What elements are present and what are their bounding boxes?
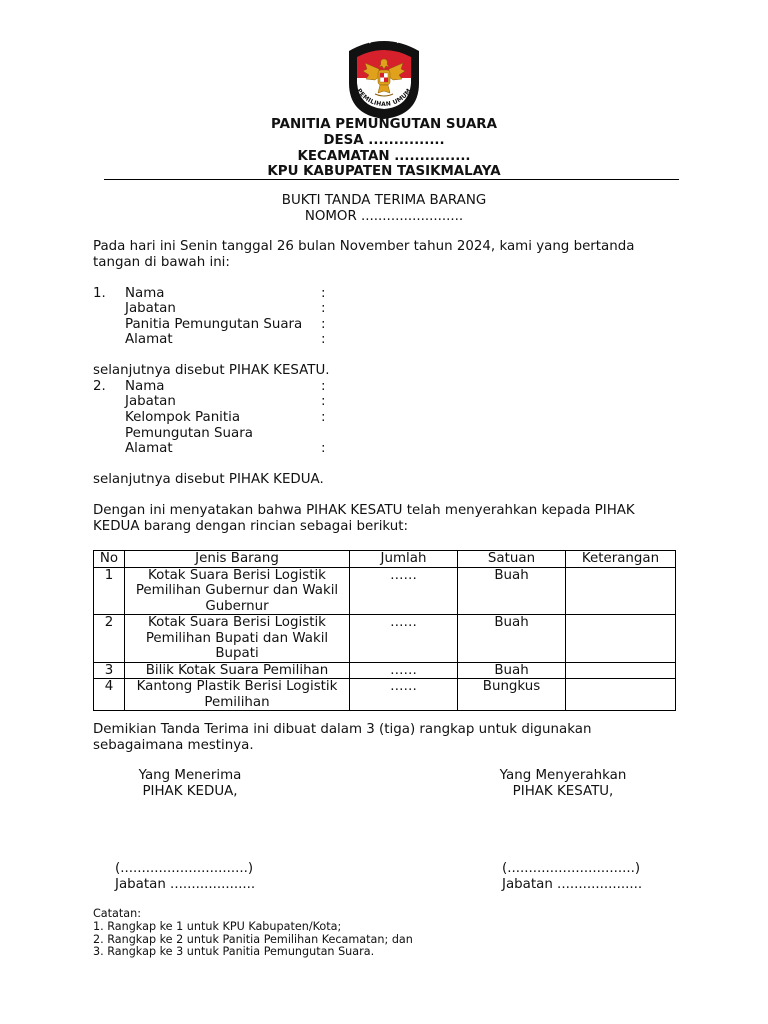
party-2-name-label: Nama (125, 379, 165, 394)
col-header-item: Jenis Barang (125, 551, 350, 568)
row-item (125, 679, 350, 711)
col-header-qty: Jumlah (350, 551, 458, 568)
items-table (93, 550, 676, 711)
party-1-name-label: Nama (125, 286, 165, 301)
party-1-committee-label: Panitia Pemungutan Suara (125, 317, 303, 332)
row-unit: Bungkus (458, 679, 566, 711)
row-qty: …… (350, 615, 458, 663)
note-item: 1. Rangkap ke 1 untuk KPU Kabupaten/Kota; (93, 920, 342, 933)
note-item: 3. Rangkap ke 3 untuk Panitia Pemungutan Suara. (93, 945, 375, 958)
row-note (566, 662, 676, 679)
right-signer-party: PIHAK KESATU, (512, 784, 614, 799)
left-signer-name-blank: (..............................) (115, 861, 254, 876)
table-row (94, 615, 676, 663)
col-header-note: Keterangan (566, 551, 676, 568)
party-1-suffix: selanjutnya disebut PIHAK KESATU. (93, 363, 330, 378)
closing-line-2: sebagaimana mestinya. (93, 738, 254, 753)
party-2-number: 2. (93, 379, 106, 394)
document-number: NOMOR ........................ (304, 209, 464, 224)
row-qty: …… (350, 662, 458, 679)
note-item: 2. Rangkap ke 2 untuk Panitia Pemilihan Kecamatan; dan (93, 933, 413, 946)
row-item-line: Pemilihan Bupati dan Wakil (145, 630, 329, 646)
row-item-line: Kotak Suara Berisi Logistik (148, 615, 326, 630)
row-note (566, 567, 676, 615)
field-colon: : (321, 410, 326, 425)
row-item-line: Kantong Plastik Berisi Logistik (136, 679, 338, 694)
field-colon: : (321, 379, 326, 394)
intro-line-1: Pada hari ini Senin tanggal 26 bulan November tahun 2024, kami yang bertanda (93, 239, 635, 254)
document-title: BUKTI TANDA TERIMA BARANG (281, 193, 487, 208)
col-header-unit: Satuan (458, 551, 566, 568)
row-qty: …… (350, 567, 458, 615)
row-item-line: Gubernur (205, 598, 269, 614)
party-1-address-label: Alamat (125, 332, 173, 347)
header-district: KECAMATAN ............... (297, 149, 471, 164)
field-colon: : (321, 441, 326, 456)
header-committee: PANITIA PEMUNGUTAN SUARA (271, 117, 497, 132)
header-divider (104, 179, 679, 180)
logo-bottom-text: PEMILIHAN UMUM (355, 87, 413, 109)
left-signer-role: Yang Menerima (138, 768, 242, 783)
row-no: 4 (94, 679, 125, 711)
field-colon: : (321, 394, 326, 409)
header-kpu: KPU KABUPATEN TASIKMALAYA (267, 164, 501, 179)
row-unit: Buah (458, 567, 566, 615)
right-signer-name-blank: (..............................) (502, 861, 641, 876)
row-item (125, 662, 350, 679)
table-row (94, 679, 676, 711)
party-2-group-label: Kelompok Panitia (125, 410, 241, 425)
party-2-position-label: Jabatan (125, 394, 176, 409)
row-item-line: Pemilihan Gubernur dan Wakil (135, 583, 339, 598)
garuda-emblem-icon (343, 33, 425, 119)
field-colon: : (321, 317, 326, 332)
row-item (125, 615, 350, 663)
intro-line-2: tangan di bawah ini: (93, 255, 230, 270)
field-colon: : (321, 286, 326, 301)
row-note (566, 679, 676, 711)
row-qty: …… (350, 679, 458, 711)
statement-line-2: KEDUA barang dengan rincian sebagai berikut: (93, 519, 409, 534)
party-2-suffix: selanjutnya disebut PIHAK KEDUA. (93, 472, 324, 487)
table-row (94, 662, 676, 679)
right-signer-role: Yang Menyerahkan (499, 768, 627, 783)
row-no: 3 (94, 662, 125, 679)
field-colon: : (321, 332, 326, 347)
closing-line-1: Demikian Tanda Terima ini dibuat dalam 3 (tiga) rangkap untuk digunakan (93, 722, 592, 737)
field-colon: : (321, 301, 326, 316)
table-header-row (94, 551, 676, 568)
row-item-line: Kotak Suara Berisi Logistik (148, 567, 326, 583)
statement-line-1: Dengan ini menyatakan bahwa PIHAK KESATU telah menyerahkan kepada PIHAK (93, 503, 635, 518)
row-item-line: Bilik Kotak Suara Pemilihan (145, 662, 329, 678)
notes-heading: Catatan: (93, 907, 142, 920)
party-2-address-label: Alamat (125, 441, 173, 456)
col-header-no: No (94, 551, 125, 568)
row-unit: Buah (458, 662, 566, 679)
party-2-group-label-cont: Pemungutan Suara (125, 426, 253, 441)
table-row (94, 567, 676, 615)
row-item-line: Bupati (215, 646, 259, 661)
header-village: DESA ............... (323, 133, 445, 148)
row-no: 2 (94, 615, 125, 663)
kpu-logo (343, 33, 425, 119)
party-1-position-label: Jabatan (125, 301, 176, 316)
party-1-number: 1. (93, 286, 106, 301)
row-item-line: Pemilihan (204, 694, 270, 710)
row-unit: Buah (458, 615, 566, 663)
row-no: 1 (94, 567, 125, 615)
logo-top-text: KOMISI (365, 33, 403, 46)
row-note (566, 615, 676, 663)
left-signer-party: PIHAK KEDUA, (142, 784, 238, 799)
left-signer-position-blank: Jabatan .................... (115, 877, 256, 892)
right-signer-position-blank: Jabatan .................... (502, 877, 643, 892)
row-item (125, 567, 350, 615)
